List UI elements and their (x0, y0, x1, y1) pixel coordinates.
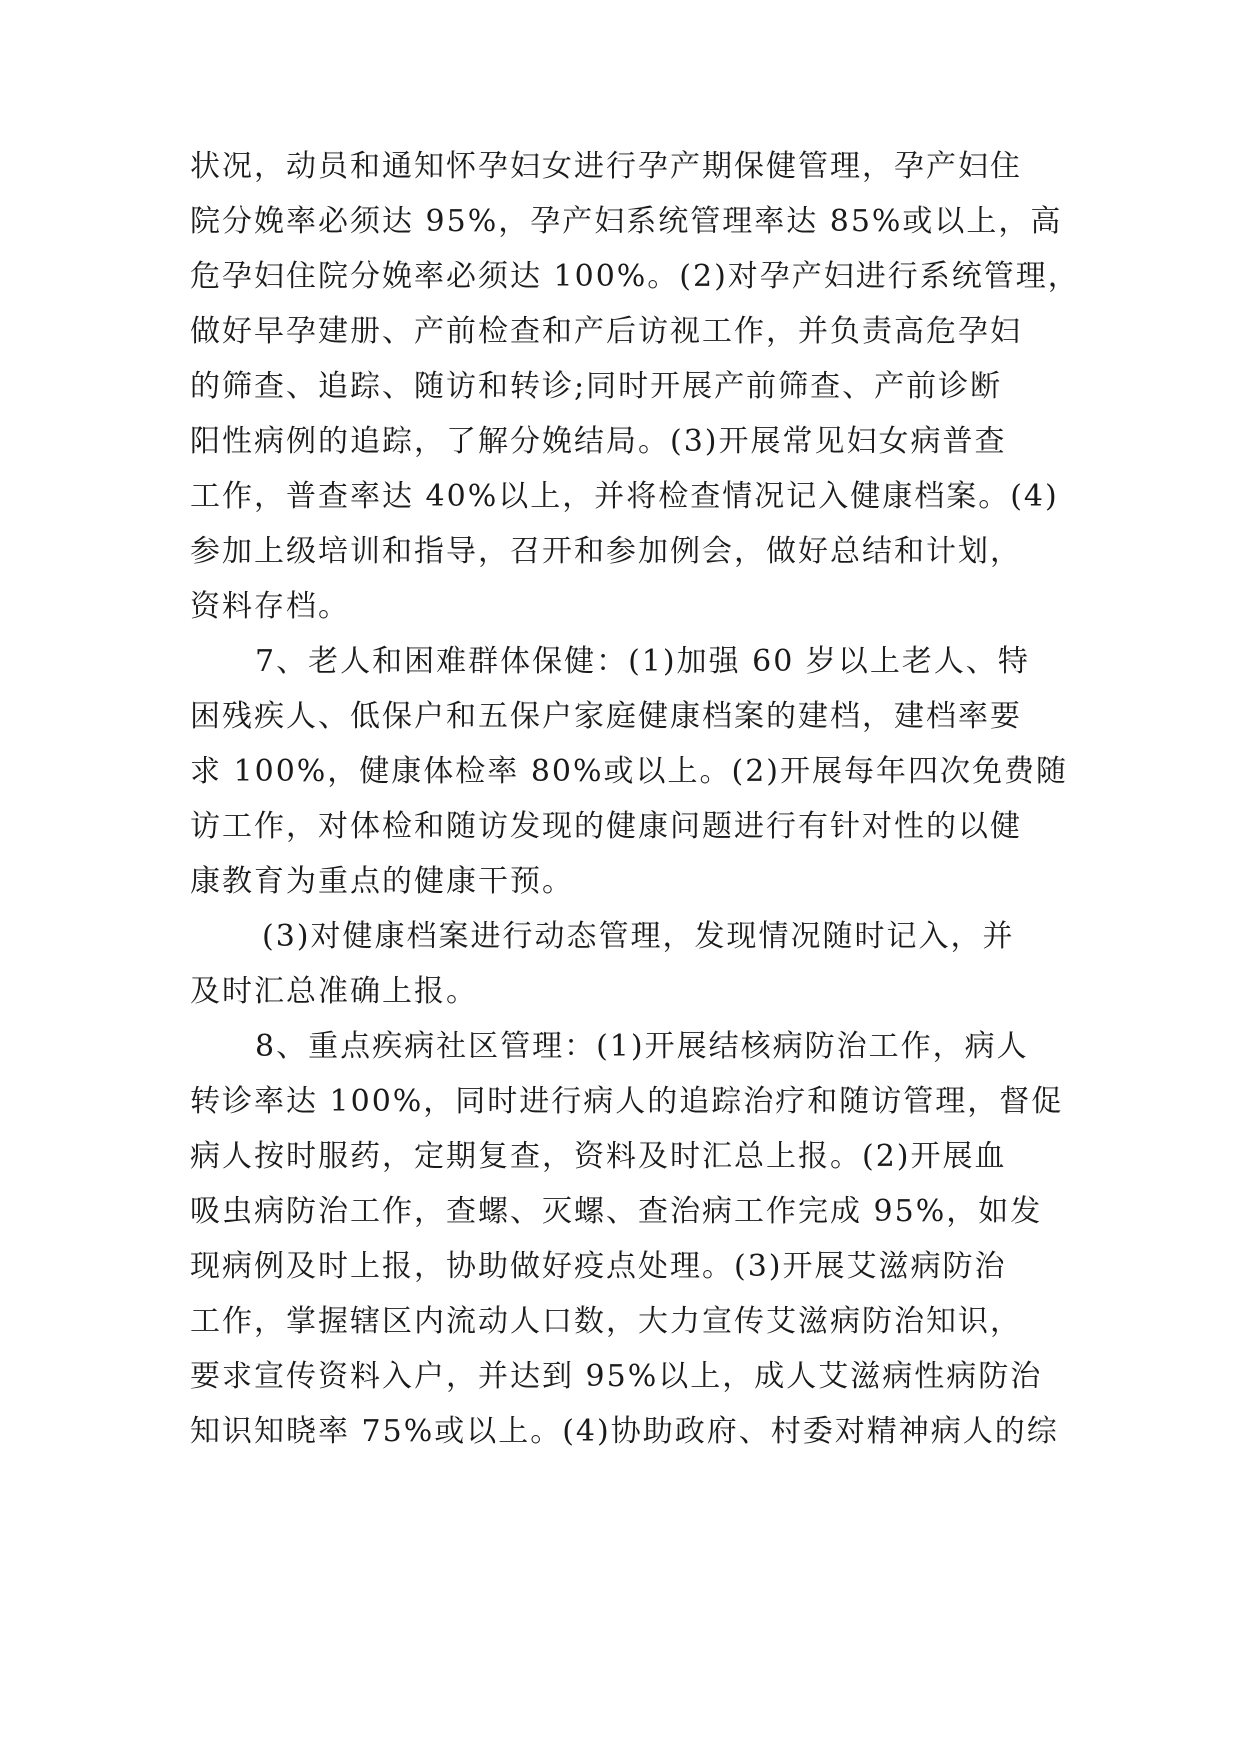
text-line: 知识知晓率 75%或以上。(4)协助政府、村委对精神病人的综 (190, 1414, 1059, 1449)
text-line: 访工作，对体检和随访发现的健康问题进行有针对性的以健 (190, 809, 1022, 844)
text-line: 求 100%，健康体检率 80%或以上。(2)开展每年四次免费随 (190, 754, 1069, 789)
text-line: 危孕妇住院分娩率必须达 100%。(2)对孕产妇进行系统管理， (190, 259, 1080, 294)
text-line: 吸虫病防治工作，查螺、灭螺、查治病工作完成 95%，如发 (190, 1194, 1043, 1229)
text-line: 工作，掌握辖区内流动人口数，大力宣传艾滋病防治知识， (190, 1304, 1022, 1339)
text-line: 参加上级培训和指导，召开和参加例会，做好总结和计划， (190, 534, 1022, 569)
text-line: 阳性病例的追踪，了解分娩结局。(3)开展常见妇女病普查 (190, 424, 1007, 459)
text-line: 病人按时服药，定期复查，资料及时汇总上报。(2)开展血 (190, 1139, 1007, 1174)
text-line: 院分娩率必须达 95%，孕产妇系统管理率达 85%或以上，高 (190, 204, 1063, 239)
text-line: 及时汇总准确上报。 (190, 974, 478, 1009)
text-line: 的筛查、追踪、随访和转诊;同时开展产前筛查、产前诊断 (190, 369, 1003, 404)
text-line: 工作，普查率达 40%以上，并将检查情况记入健康档案。(4) (190, 479, 1059, 514)
text-line: 现病例及时上报，协助做好疫点处理。(3)开展艾滋病防治 (190, 1249, 1007, 1284)
section-heading-line: 7、老人和困难群体保健：(1)加强 60 岁以上老人、特 (255, 644, 1030, 679)
text-line: 做好早孕建册、产前检查和产后访视工作，并负责高危孕妇 (190, 314, 1022, 349)
text-line: 要求宣传资料入户，并达到 95%以上，成人艾滋病性病防治 (190, 1359, 1043, 1394)
text-line: 资料存档。 (190, 589, 350, 624)
text-line: 康教育为重点的健康干预。 (190, 864, 574, 899)
paragraph-start-line: (3)对健康档案进行动态管理，发现情况随时记入，并 (262, 919, 1015, 954)
section-heading-line: 8、重点疾病社区管理：(1)开展结核病防治工作，病人 (255, 1029, 1029, 1064)
text-line: 转诊率达 100%，同时进行病人的追踪治疗和随访管理，督促 (190, 1084, 1064, 1119)
text-line: 状况，动员和通知怀孕妇女进行孕产期保健管理，孕产妇住 (190, 149, 1022, 184)
text-line: 困残疾人、低保户和五保户家庭健康档案的建档，建档率要 (190, 699, 1022, 734)
